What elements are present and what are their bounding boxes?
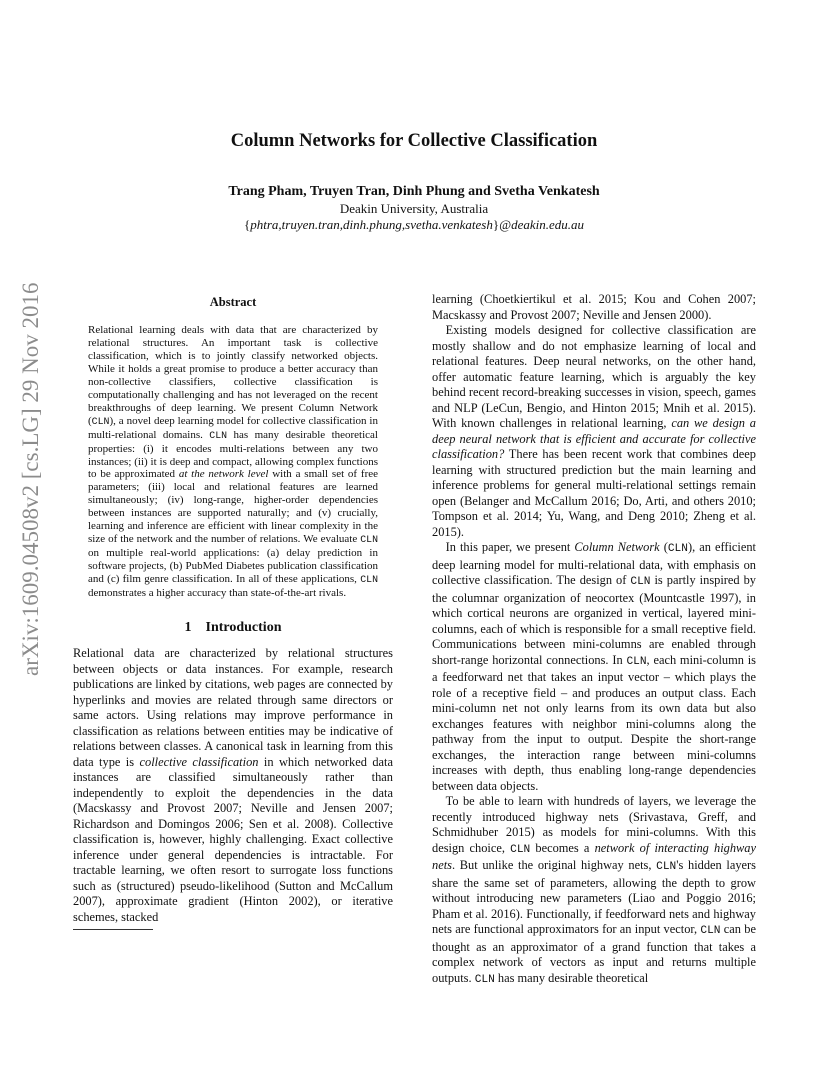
paper-title: Column Networks for Collective Classification (230, 131, 598, 151)
para-part: has many desirable theoretical (494, 970, 649, 985)
abstract-part: with a small set of free parameters; (iii) local and relational features are learned simultaneously; (iv) long-range, higher-order dependencies between instances are supported naturally; and (v) crucially, learning and inference are efficient with linear complexity in the size of the network and the number of relations. We evaluate (88, 468, 378, 546)
abstract-emphasis: at the network level (178, 468, 269, 481)
cln-token: CLN (656, 861, 677, 873)
paragraph-highway-nets (432, 794, 756, 988)
cln-token: CLN (700, 925, 721, 937)
cln-token: CLN (474, 973, 495, 986)
para-part: , each mini-column is a feedforward net that takes an input vector – which plays the role of a receptive field – and produces an output class. Each mini-column net not only learns from its own data but also exchanges features with neighbor mini-columns along the pathway from the input to output. Despite the short-range exchanges, the interaction range between mini-columns increases with depth, thus enabling long-range dependencies between data objects. (432, 652, 757, 793)
paragraph-continued: learning (Choetkiertikul et al. 2015; Kou and Cohen 2007; Macskassy and Provost 2007; Neville and Jensen 2000). (432, 292, 756, 322)
abstract-part: demonstrates a higher accuracy than state-of-the-art rivals. (88, 587, 347, 600)
cln-token: CLN (360, 534, 378, 546)
para-part: ), an efficient deep learning model for multi-relational data, with emphasis on collective classification. The design of (432, 540, 757, 587)
para-part: ( (659, 540, 668, 554)
para-part: . But unlike the original highway nets, (451, 858, 657, 872)
footnote-rule (73, 929, 153, 930)
para-part: can be thought as an approximator of a grand function that takes a complex network of vectors as input and returns multiple outputs. (432, 922, 756, 985)
cln-token: CLN (510, 843, 531, 856)
abstract-part: ), a novel deep learning model for collective classification in multi-relational domains. (88, 414, 378, 441)
intro-emphasis: collective classification (139, 754, 259, 769)
para-part: Existing models designed for collective classification are mostly shallow and do not emphasize learning of local and relational features. Deep neural networks, on the other hand, offer automatic feature learning, which is arguably the key behind recent record-breaking successes in vision, speech, games and NLP (LeCun, Bengio, and Hinton 2015; Mnih et al. 2015). With known challenges in relational learning, (432, 323, 756, 430)
abstract-part: Relational learning deals with data that are characterized by relational structures. An important task is collective classification, which is to jointly classify networked objects. While it holds a great promise to produce a better accuracy than non-collective classifiers, collective classification is computationally challenging and has not leveraged on the recent breakthroughs of deep learning. We present Column Network ( (88, 324, 378, 427)
section-heading-introduction (73, 620, 393, 636)
arxiv-stamp-text: arXiv:1609.04508v2 [cs.LG] 29 Nov 2016 (18, 282, 43, 676)
para-part: There has been recent work that combines deep learning with structured prediction but the main learning and inference problems for general multi-relational settings remain open (Belanger and McCallum 2016; Do, Arti, and others 2010; Tompson et al. 2014; Yu, Wang, and Deng 2010; Zheng et al. 2015). (432, 447, 756, 539)
intro-part: in which networked data instances are classified simultaneously rather than independently to exploit the dependencies in the data (Macskassy and Provost 2007; Neville and Jensen 2007; Richardson and Domingos 2006; Sen et al. 2008). Collective classification is, however, highly challenging. Exact collective inference under general dependencies is intractable. For tractable learning, we often resort to surrogate loss functions such as (structured) pseudo-likelihood (Sutton and McCallum 2007), approximate gradient (Hinton 2002), or iterative schemes, stacked (73, 754, 394, 924)
abstract-part: on multiple real-world applications: (a) delay prediction in software projects, (b) PubMed Diabetes publication classification and (c) film genre classification. In all of these applications, (88, 547, 378, 586)
paragraph-existing-models (432, 323, 756, 540)
left-column (73, 292, 393, 930)
emails-open-brace: { (243, 217, 251, 232)
cln-token: CLN (91, 415, 110, 427)
cln-token: CLN (626, 655, 647, 668)
abstract-part: has many desirable theoretical properties: (i) it encodes multi-relations between any two instances; (ii) it is deep and compact, allowing complex functions to be approximated (88, 428, 378, 481)
intro-paragraph (73, 646, 393, 925)
para-part: becomes a (530, 840, 595, 855)
emails-names: phtra,truyen.tran,dinh.phung,svetha.venkatesh (250, 217, 493, 232)
section-title: Introduction (205, 620, 282, 636)
section-number: 1 (184, 620, 192, 636)
paragraph-this-paper (432, 540, 756, 794)
intro-part: Relational data are characterized by relational structures between objects or data instances. For example, research publications are linked by citations, web pages are connected by hyperlinks and movies are related through same directors or same actors. Using relations may improve performance in classification as relations between entities may be indicative of relations between classes. A canonical task in learning from this data type is (73, 646, 393, 769)
emails-close-brace: } (492, 217, 500, 232)
para-part: To be able to learn with hundreds of layers, we leverage the recently introduced highway nets (Srivastava, Greff, and Schmidhuber 2015) as models for mini-columns. With this design choice, (432, 794, 756, 855)
arxiv-stamp (18, 282, 54, 702)
author-emails (0, 217, 828, 233)
affiliation: Deakin University, Australia (339, 201, 489, 216)
para-emphasis: Column Network (574, 540, 660, 554)
cln-token: CLN (667, 543, 688, 555)
cln-token: CLN (630, 576, 651, 588)
abstract-text (88, 324, 378, 600)
cln-token: CLN (209, 429, 228, 441)
para-emphasis: network of interacting highway nets (432, 840, 756, 872)
emails-domain: @deakin.edu.au (499, 217, 585, 232)
para-part: In this paper, we present (445, 540, 575, 554)
para-part: 's hidden layers share the same set of parameters, allowing the depth to grow without introducing new parameters (Liao and Poggio 2016; Pham et al. 2016). Functionally, if feedforward nets and highway nets are functional approximators for an input vector, (432, 858, 757, 936)
author-list: Trang Pham, Truyen Tran, Dinh Phung and Svetha Venkatesh (228, 184, 600, 199)
para-emphasis: can we design a deep neural network that is efficient and accurate for collective classification? (432, 416, 756, 461)
para-part: is partly inspired by the columnar organization of neocortex (Mountcastle 1997), in which cortical neurons are organized in vertical, layered mini-columns, each of which is responsible for a small receptive field. Communications between mini-columns are enabled through short-range horizontal connections. In (432, 573, 756, 667)
cln-token: CLN (360, 574, 378, 586)
abstract-heading: Abstract (209, 295, 257, 309)
right-column (432, 292, 756, 988)
